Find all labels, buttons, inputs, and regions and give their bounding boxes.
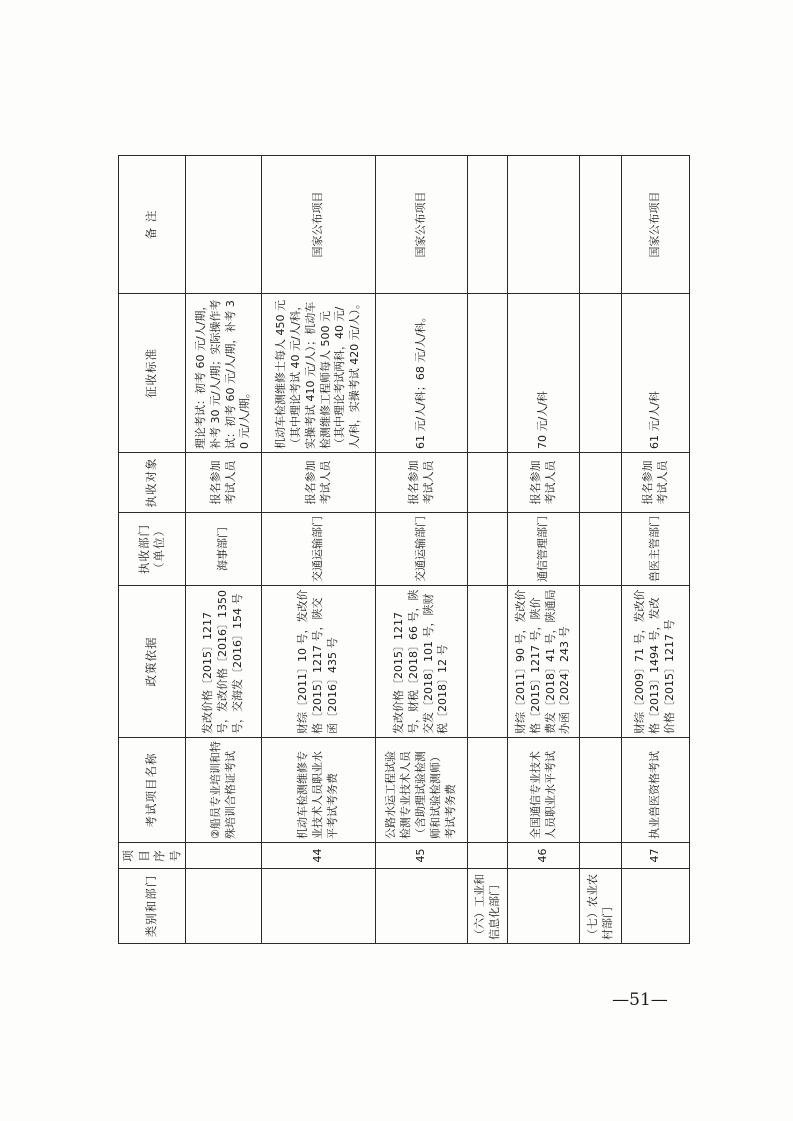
cell-policy: 财综〔2011〕10 号，发改价格〔2015〕1217 号，陕交函〔2016〕435 号 xyxy=(262,586,376,738)
cell-target: 报名参加考试人员 xyxy=(262,453,376,513)
cell-name: 全国通信专业技术人员职业水平考试 xyxy=(508,738,580,843)
cell-category xyxy=(376,869,468,944)
cell-standard: 70 元/人/科 xyxy=(508,294,580,453)
cell-category xyxy=(186,869,262,944)
cell-note: 国家公布项目 xyxy=(622,156,690,294)
cell-target: 报名参加考试人员 xyxy=(186,453,262,513)
cell-name: 执业兽医资格考试 xyxy=(622,738,690,843)
table-row xyxy=(186,156,262,944)
cell-dept: 海事部门 xyxy=(186,513,262,586)
rotated-page-content xyxy=(118,156,676,944)
cell-dept: 交通运输部门 xyxy=(262,513,376,586)
cell-note xyxy=(508,156,580,294)
header-name: 考试项目名称 xyxy=(119,738,186,843)
cell-standard: 61 元/人/科 xyxy=(622,294,690,453)
cell-note: 国家公布项目 xyxy=(376,156,468,294)
cell-standard: 理论考试：初考 60 元/人/期，补考 30 元/人/期；实际操作考试：初考 60 元/人/期，补考 30 元/人/期。 xyxy=(186,294,262,453)
cell-note xyxy=(580,156,622,294)
cell-item-no: 46 xyxy=(508,843,580,869)
cell-name: ②船员专业培训和特殊培训合格证考试 xyxy=(186,738,262,843)
cell-category: （六）工业和信息化部门 xyxy=(468,869,508,944)
cell-policy: 财综〔2009〕71 号，发改价格〔2013〕1494 号，发改价格〔2015〕1217 号 xyxy=(622,586,690,738)
cell-policy: 发改价格〔2015〕1217 号，财税〔2018〕66 号，陕交发〔2018〕101 号，陕财税〔2018〕12 号 xyxy=(376,586,468,738)
cell-item-no xyxy=(580,843,622,869)
header-category: 类别和部门 xyxy=(119,869,186,944)
cell-policy: 财综〔2011〕90 号，发改价格〔2015〕1217 号，陕价费发〔2018〕41 号，陕通局办函〔2024〕243 号 xyxy=(508,586,580,738)
header-target: 执收对象 xyxy=(119,453,186,513)
table-row-section xyxy=(468,156,508,944)
cell-dept xyxy=(580,513,622,586)
cell-target: 报名参加考试人员 xyxy=(376,453,468,513)
cell-category xyxy=(262,869,376,944)
table-header-row xyxy=(119,156,186,944)
cell-dept: 兽医主管部门 xyxy=(622,513,690,586)
cell-policy: 发改价格〔2015〕1217 号，发改价格〔2016〕1350 号，交海发〔2016〕154 号 xyxy=(186,586,262,738)
cell-note xyxy=(468,156,508,294)
cell-name xyxy=(580,738,622,843)
cell-item-no: 44 xyxy=(262,843,376,869)
header-standard: 征收标准 xyxy=(119,294,186,453)
cell-item-no xyxy=(186,843,262,869)
cell-standard: 61 元/人/科；68 元/人/科。 xyxy=(376,294,468,453)
cell-item-no: 45 xyxy=(376,843,468,869)
cell-dept xyxy=(468,513,508,586)
cell-target xyxy=(580,453,622,513)
table-row xyxy=(376,156,468,944)
cell-note xyxy=(186,156,262,294)
cell-target: 报名参加考试人员 xyxy=(622,453,690,513)
cell-note: 国家公布项目 xyxy=(262,156,376,294)
page-number: —51— xyxy=(612,990,668,1010)
cell-target xyxy=(468,453,508,513)
cell-target: 报名参加考试人员 xyxy=(508,453,580,513)
cell-item-no: 47 xyxy=(622,843,690,869)
cell-item-no xyxy=(468,843,508,869)
cell-name: 公路水运工程试验检测专业技术人员（含助理试验检测师和试验检测师）考试考务费 xyxy=(376,738,468,843)
cell-category: （七）农业农村部门 xyxy=(580,869,622,944)
cell-name xyxy=(468,738,508,843)
cell-name: 机动车检测维修专业技术人员职业水平考试考务费 xyxy=(262,738,376,843)
cell-dept: 通信管理部门 xyxy=(508,513,580,586)
table-row xyxy=(622,156,690,944)
table-row-section xyxy=(580,156,622,944)
cell-dept: 交通运输部门 xyxy=(376,513,468,586)
cell-standard: 机动车检测维修士每人 450 元（其中理论考试 40 元/人/科，实操考试 410 元/人）；机动车检测维修工程师每人 500 元（其中理论考试两科，40 元/人/科，实操考试 420 元/人）。 xyxy=(262,294,376,453)
cell-standard xyxy=(468,294,508,453)
table-row xyxy=(508,156,580,944)
table-row xyxy=(262,156,376,944)
cell-policy xyxy=(580,586,622,738)
header-dept: 执收部门（单位） xyxy=(119,513,186,586)
header-item-no: 项目序号 xyxy=(119,843,186,869)
cell-category xyxy=(508,869,580,944)
cell-standard xyxy=(580,294,622,453)
cell-policy xyxy=(468,586,508,738)
header-note: 备 注 xyxy=(119,156,186,294)
header-policy: 政策依据 xyxy=(119,586,186,738)
cell-category xyxy=(622,869,690,944)
fee-table xyxy=(118,155,690,944)
